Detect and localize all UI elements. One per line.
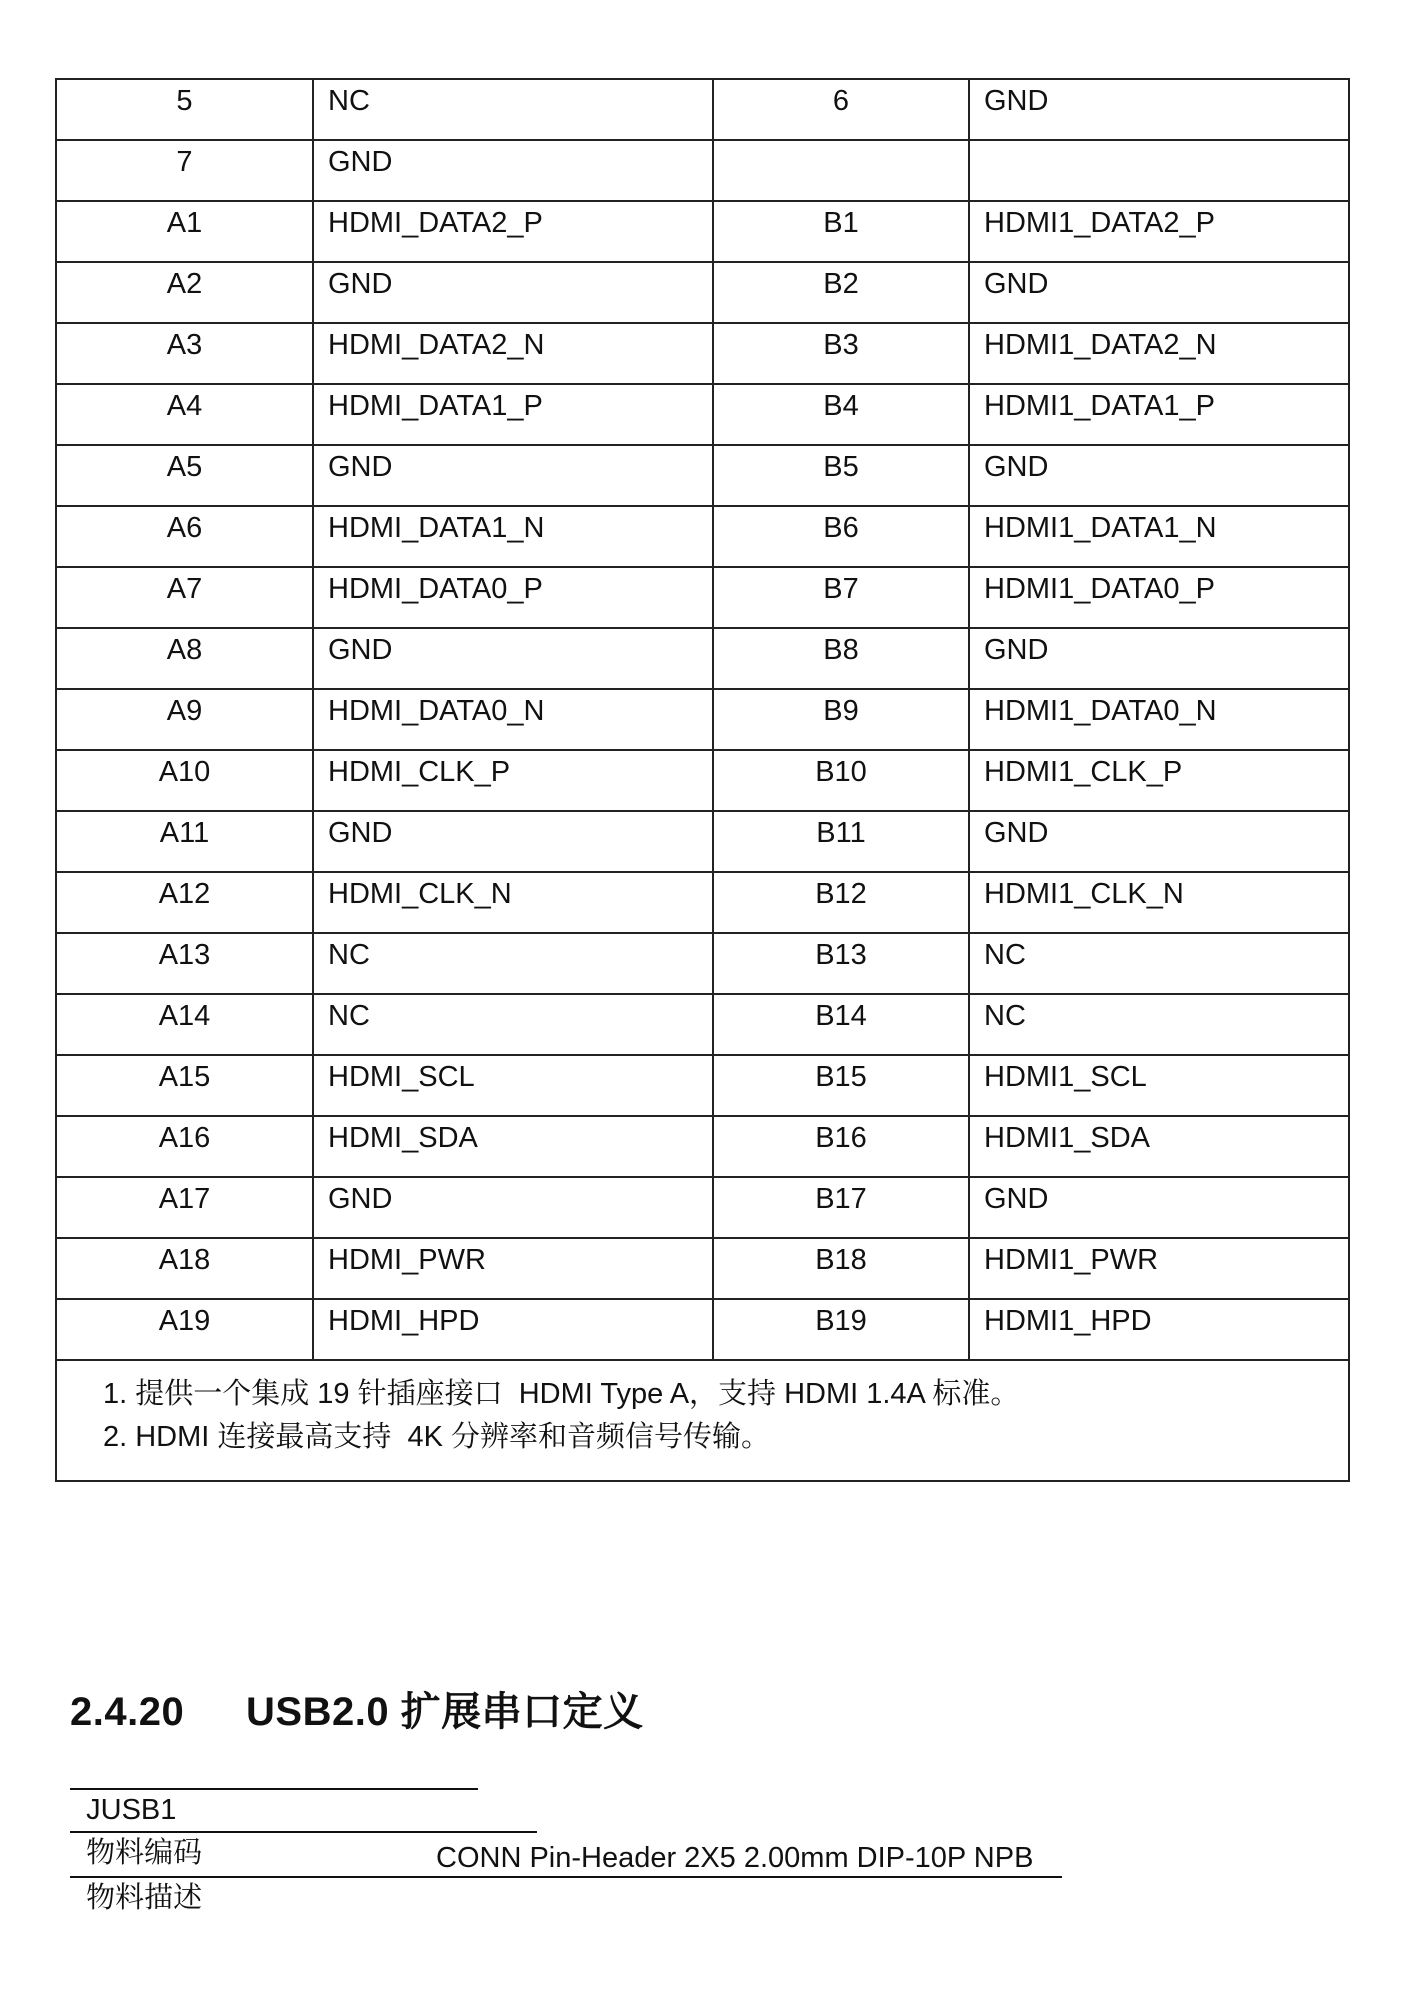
a-signal-cell: GND (313, 628, 713, 689)
b-signal-cell: HDMI1_DATA0_P (969, 567, 1349, 628)
table-row (56, 628, 1349, 689)
a-signal-cell: HDMI_CLK_N (313, 872, 713, 933)
b-pin-cell: B10 (713, 750, 969, 811)
b-pin-cell: B1 (713, 201, 969, 262)
b-signal-cell: NC (969, 933, 1349, 994)
b-pin-cell (713, 140, 969, 201)
b-pin-cell: B12 (713, 872, 969, 933)
table-row (56, 262, 1349, 323)
a-signal-cell: HDMI_HPD (313, 1299, 713, 1360)
a-signal-cell: HDMI_CLK_P (313, 750, 713, 811)
designator-text: JUSB1 (86, 1794, 177, 1826)
table-row (56, 994, 1349, 1055)
a-signal-cell: HDMI_DATA1_P (313, 384, 713, 445)
notes-row (56, 1360, 1349, 1481)
a-signal-cell: HDMI_SDA (313, 1116, 713, 1177)
table-row (56, 567, 1349, 628)
b-signal-cell: HDMI1_HPD (969, 1299, 1349, 1360)
table-row (56, 323, 1349, 384)
a-pin-cell: A2 (56, 262, 313, 323)
b-signal-cell: HDMI1_DATA1_P (969, 384, 1349, 445)
b-pin-cell: B2 (713, 262, 969, 323)
a-signal-cell: NC (313, 994, 713, 1055)
b-signal-cell: HDMI1_PWR (969, 1238, 1349, 1299)
table-row (56, 201, 1349, 262)
b-signal-cell: GND (969, 445, 1349, 506)
description-label: 物料描述 (86, 1882, 203, 1914)
notes-cell (56, 1360, 1349, 1481)
a-pin-cell: A19 (56, 1299, 313, 1360)
b-signal-cell: HDMI1_SDA (969, 1116, 1349, 1177)
description-underline (70, 1876, 1062, 1878)
table-row (56, 384, 1349, 445)
a-pin-cell: A14 (56, 994, 313, 1055)
a-pin-cell: A3 (56, 323, 313, 384)
a-pin-cell: 5 (56, 79, 313, 140)
b-pin-cell: B19 (713, 1299, 969, 1360)
designator-underline (70, 1788, 478, 1790)
b-signal-cell: HDMI1_DATA1_N (969, 506, 1349, 567)
b-pin-cell: B3 (713, 323, 969, 384)
a-pin-cell: 7 (56, 140, 313, 201)
b-pin-cell: B18 (713, 1238, 969, 1299)
a-signal-cell: NC (313, 79, 713, 140)
b-pin-cell: B16 (713, 1116, 969, 1177)
table-row (56, 933, 1349, 994)
b-pin-cell: B13 (713, 933, 969, 994)
a-pin-cell: A13 (56, 933, 313, 994)
a-signal-cell: GND (313, 1177, 713, 1238)
b-signal-cell: HDMI1_DATA2_P (969, 201, 1349, 262)
part-code-label: 物料编码 (86, 1837, 203, 1869)
table-row (56, 1055, 1349, 1116)
a-pin-cell: A15 (56, 1055, 313, 1116)
a-pin-cell: A16 (56, 1116, 313, 1177)
a-pin-cell: A5 (56, 445, 313, 506)
b-pin-cell: B5 (713, 445, 969, 506)
pin-table-body (56, 79, 1349, 1360)
b-signal-cell: GND (969, 811, 1349, 872)
b-pin-cell: B4 (713, 384, 969, 445)
table-row (56, 1238, 1349, 1299)
table-row (56, 872, 1349, 933)
hdmi-pin-table (55, 78, 1350, 1482)
b-signal-cell: NC (969, 994, 1349, 1055)
a-signal-cell: NC (313, 933, 713, 994)
b-signal-cell: GND (969, 262, 1349, 323)
section-title: USB2.0 扩展串口定义 (246, 1690, 644, 1734)
b-signal-cell: HDMI1_DATA2_N (969, 323, 1349, 384)
a-pin-cell: A7 (56, 567, 313, 628)
table-row (56, 506, 1349, 567)
b-signal-cell (969, 140, 1349, 201)
table-row (56, 811, 1349, 872)
table-row (56, 1299, 1349, 1360)
b-signal-cell: HDMI1_CLK_N (969, 872, 1349, 933)
a-signal-cell: GND (313, 811, 713, 872)
a-signal-cell: GND (313, 262, 713, 323)
a-pin-cell: A11 (56, 811, 313, 872)
b-pin-cell: 6 (713, 79, 969, 140)
a-pin-cell: A10 (56, 750, 313, 811)
table-row (56, 750, 1349, 811)
table-row (56, 689, 1349, 750)
a-signal-cell: GND (313, 140, 713, 201)
a-pin-cell: A17 (56, 1177, 313, 1238)
a-pin-cell: A9 (56, 689, 313, 750)
description-row (70, 1838, 1034, 1998)
b-pin-cell: B6 (713, 506, 969, 567)
note-line-2: 2. HDMI 连接最高支持 4K 分辨率和音频信号传输。 (103, 1421, 771, 1453)
b-signal-cell: GND (969, 1177, 1349, 1238)
b-pin-cell: B14 (713, 994, 969, 1055)
a-signal-cell: HDMI_DATA0_N (313, 689, 713, 750)
a-pin-cell: A6 (56, 506, 313, 567)
b-signal-cell: HDMI1_DATA0_N (969, 689, 1349, 750)
a-signal-cell: HDMI_DATA2_N (313, 323, 713, 384)
a-pin-cell: A8 (56, 628, 313, 689)
b-signal-cell: HDMI1_SCL (969, 1055, 1349, 1116)
b-pin-cell: B9 (713, 689, 969, 750)
a-signal-cell: GND (313, 445, 713, 506)
table-row (56, 140, 1349, 201)
b-signal-cell: HDMI1_CLK_P (969, 750, 1349, 811)
b-signal-cell: GND (969, 79, 1349, 140)
description-value: CONN Pin-Header 2X5 2.00mm DIP-10P NPB (436, 1842, 1034, 1874)
a-pin-cell: A4 (56, 384, 313, 445)
b-pin-cell: B7 (713, 567, 969, 628)
b-signal-cell: GND (969, 628, 1349, 689)
part-code-underline (70, 1831, 537, 1833)
a-pin-cell: A18 (56, 1238, 313, 1299)
table-row (56, 1116, 1349, 1177)
table-row (56, 445, 1349, 506)
a-pin-cell: A1 (56, 201, 313, 262)
b-pin-cell: B17 (713, 1177, 969, 1238)
table-row (56, 79, 1349, 140)
section-heading (70, 1680, 644, 1737)
b-pin-cell: B8 (713, 628, 969, 689)
a-signal-cell: HDMI_DATA0_P (313, 567, 713, 628)
b-pin-cell: B15 (713, 1055, 969, 1116)
a-signal-cell: HDMI_PWR (313, 1238, 713, 1299)
table-row (56, 1177, 1349, 1238)
b-pin-cell: B11 (713, 811, 969, 872)
a-signal-cell: HDMI_DATA2_P (313, 201, 713, 262)
a-signal-cell: HDMI_SCL (313, 1055, 713, 1116)
a-pin-cell: A12 (56, 872, 313, 933)
section-number: 2.4.20 (70, 1690, 185, 1734)
note-line-1: 1. 提供一个集成 19 针插座接口 HDMI Type A，支持 HDMI 1.4A 标准。 (103, 1378, 1020, 1410)
a-signal-cell: HDMI_DATA1_N (313, 506, 713, 567)
